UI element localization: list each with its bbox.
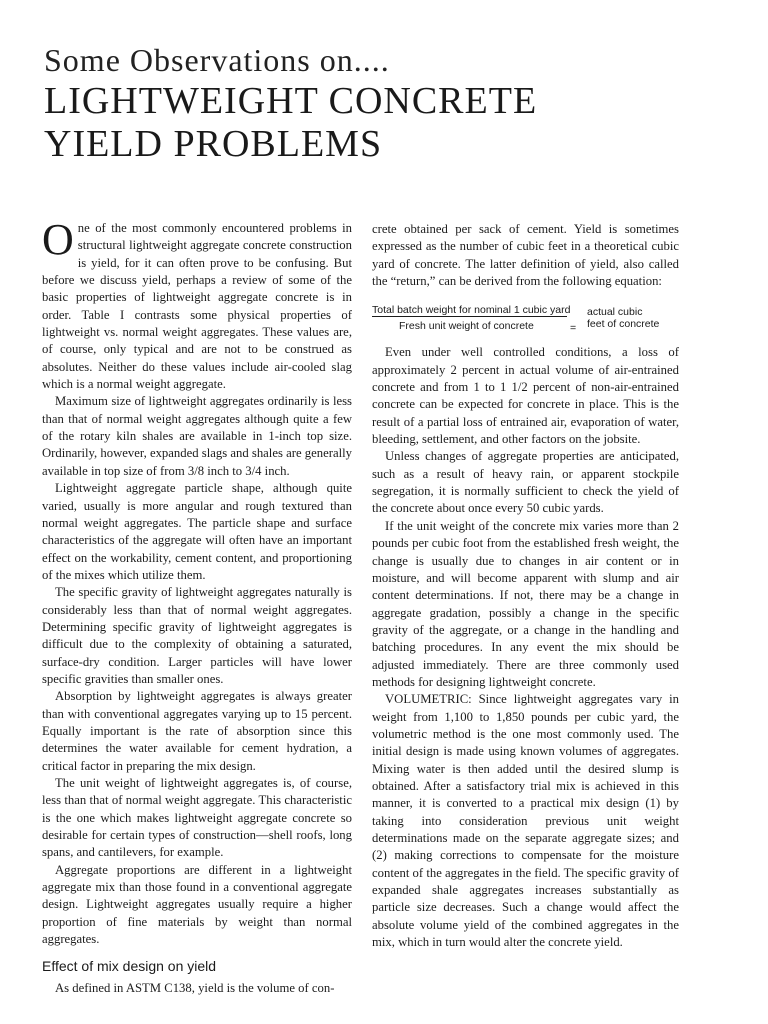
body-paragraph: Unless changes of aggregate properties are anticipated, such as a result of heavy rain, or apparent stockpile segregation, it is normally sufficient to check the yield of the concrete about once every 50 cubic yards. [372,449,679,516]
paragraph-text: ne of the most commonly encountered problems in structural lightweight aggregate concrete construction is yield, for it can often prove to be confusing. But before we discuss yield, perhaps a review of some of the basic properties of lightweight aggregate concrete is in order. Table I contrasts some physical properties of lightweight vs. normal weight aggregates. These values are, of course, only typical and are not to be construed as absolutes. Neither do these values include air-cooled slag which is a normal weight aggregate. [42,221,352,392]
fraction-bar [372,316,567,317]
body-paragraph: If the unit weight of the concrete mix varies more than 2 pounds per cubic foot from the established fresh weight, the change is usually due to changes in air content or in moisture, and will become apparent with slump and air content determinations. If not, there may be a change in aggregate gradation, possibly a change in the specific gravity of the aggregate, or a change in the handling and batching procedures. In any event the mix should be adjusted immediately. There are three commonly used methods for designing lightweight concrete. [372,518,679,689]
result-line: actual cubic [587,306,643,319]
result-line: feet of concrete [587,318,660,331]
body-paragraph: Lightweight aggregate particle shape, although quite varied, usually is more angular and rough textured than normal weight aggregates. The particle shape and surface characteristics of the aggregate will often have an important effect on the workability, cement content, and proportioning of the mixes which utilize them. [42,481,352,582]
body-paragraph: Absorption by lightweight aggregates is always greater than with conventional aggregates varying up to 15 percent. Equally important is the rate of absorption since this determines the water available for cement hydration, a critical factor in preparing the mix design. [42,689,352,773]
body-paragraph: Aggregate proportions are different in a lightweight aggregate mix than those found in a conventional aggregate design. Lightweight aggregates usually require a higher proportion of fine materials by weight than normal aggregates. [42,862,352,947]
body-paragraph: The specific gravity of lightweight aggregates naturally is considerably less than that of normal weight aggregates. Determining specific gravity of lightweight aggregates is difficult due to the complexity of obtaining a saturated, surface-dry condition. Larger particles will have lower specific gravities than smaller ones. [42,585,352,686]
body-paragraph: Maximum size of lightweight aggregates ordinarily is less than that of normal weight aggregates although quite a few of the rotary kiln shales are available in 1-inch top size. Ordinarily, however, expanded slags and shales are generally available in top size of from 3/8 inch to 3/4 inch. [42,394,352,478]
article-kicker: Some Observations on.... [44,42,390,78]
section-subhead: Effect of mix design on yield [42,958,217,975]
body-paragraph [42,215,352,393]
left-column [42,215,352,998]
body-paragraph: crete obtained per sack of cement. Yield is sometimes expressed as the number of cubic feet in a theoretical cubic yard of concrete. The latter definition of yield, also called the “return,” can be derived from the following equation: [372,222,679,289]
equals-sign: = [570,322,577,335]
body-paragraph: VOLUMETRIC: Since lightweight aggregates vary in weight from 1,100 to 1,850 pounds per cubic yard, the volumetric method is the one most commonly used. The initial design is made using known volumes of aggregates. Mixing water is then added until the desired slump is obtained. After a satisfactory trial mix is achieved in this manner, it is converted to a practical mix design (1) by taking into consideration previous unit weight determinations made on the separate aggregate sizes; and (2) making corrections to compensate for the moisture content of the aggregates in the field. The specific gravity of expanded shale aggregates increases substantially as particle size decreases. Such a change would affect the absolute volume yield of the combined aggregates in the mix, which in turn would alter the concrete yield. [372,692,679,950]
right-column [372,221,679,951]
drop-cap: O [42,215,74,264]
equation-result [587,306,659,330]
yield-equation [372,300,679,338]
title-line: LIGHTWEIGHT CONCRETE [44,80,538,122]
body-paragraph: Even under well controlled conditions, a loss of approximately 2 percent in actual volume of air-entrained concrete and from 1 to 1 1/2 percent of non-air-entrained concrete can be expected for concrete in place. This is the result of a partial loss of entrained air, evaporation of water, bleeding, settlement, and other factors on the jobsite. [372,345,679,447]
equation-numerator: Total batch weight for nominal 1 cubic yard [372,304,571,317]
body-paragraph: The unit weight of lightweight aggregates is, of course, less than that of normal weight aggregate. This characteristic is the one which makes lightweight aggregate concrete so desirable for certain types of construction—shell roofs, long spans, and cantilevers, for example. [42,776,352,860]
article-title [44,80,537,166]
title-line: YIELD PROBLEMS [44,123,383,165]
equation-denominator: Fresh unit weight of concrete [399,320,534,333]
body-paragraph: As defined in ASTM C138, yield is the volume of con- [55,981,335,996]
